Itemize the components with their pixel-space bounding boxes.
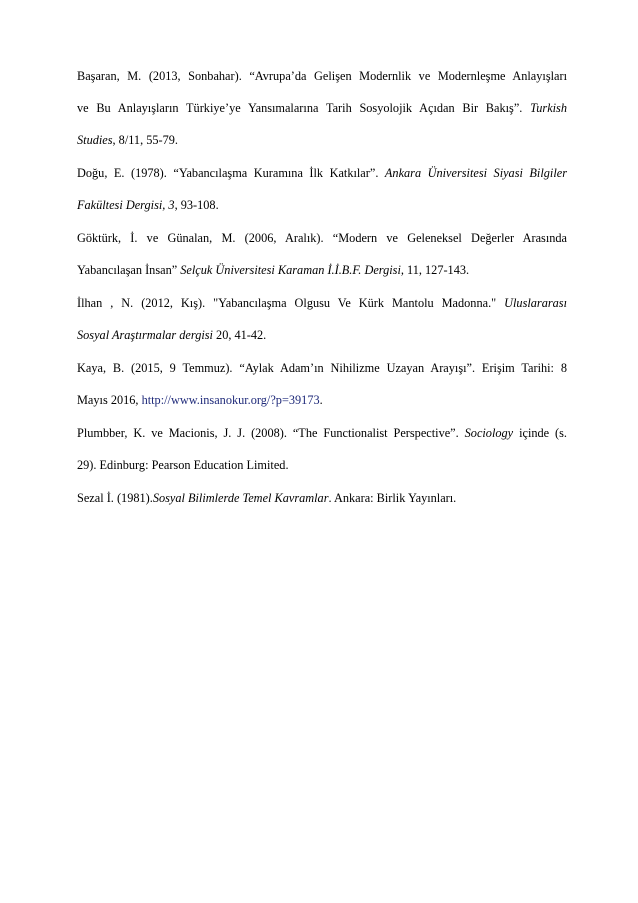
reference-text: içinde (s. xyxy=(513,426,567,440)
reference-text: Yabancılaşan İnsan” xyxy=(77,263,181,277)
reference-line xyxy=(77,133,567,148)
reference-line xyxy=(77,101,567,116)
reference-line xyxy=(77,69,567,84)
reference-entry xyxy=(77,426,567,473)
reference-italic-text: Sosyal Bilimlerde Temel Kavramlar xyxy=(152,491,329,505)
reference-text: 20, 41-42. xyxy=(212,328,267,342)
reference-text: Göktürk, İ. ve Günalan, M. (2006, Aralık). “Modern ve Geleneksel Değerler Arasında xyxy=(77,231,567,245)
reference-italic-text: Ankara Üniversitesi Siyasi Bilgiler xyxy=(384,166,567,180)
reference-line xyxy=(77,296,567,311)
reference-text: . xyxy=(319,393,323,407)
reference-text: ve Bu Anlayışların Türkiye’ye Yansımalarına Tarih Sosyolojik Açıdan Bir Bakış”. xyxy=(77,101,531,115)
reference-line xyxy=(77,426,567,441)
reference-link[interactable]: http://www.insanokur.org/?p=39173 xyxy=(141,393,320,407)
reference-list xyxy=(77,69,567,506)
reference-italic-text: Studies xyxy=(77,133,113,147)
reference-entry xyxy=(77,491,567,506)
reference-text: Başaran, M. (2013, Sonbahar). “Avrupa’da Gelişen Modernlik ve Modernleşme Anlayışları xyxy=(77,69,567,83)
reference-italic-text: Turkish xyxy=(530,101,567,115)
reference-italic-text: Uluslararası xyxy=(504,296,567,310)
reference-italic-text: Sociology xyxy=(464,426,514,440)
reference-line xyxy=(77,361,567,376)
reference-line xyxy=(77,198,567,213)
reference-entry xyxy=(77,231,567,278)
reference-entry xyxy=(77,166,567,213)
reference-line xyxy=(77,328,567,343)
reference-line xyxy=(77,491,567,506)
reference-line xyxy=(77,393,567,408)
reference-text: İlhan , N. (2012, Kış). "Yabancılaşma Olgusu Ve Kürk Mantolu Madonna." xyxy=(77,296,505,310)
reference-text: Doğu, E. (1978). “Yabancılaşma Kuramına İlk Katkılar”. xyxy=(77,166,385,180)
reference-text: , 8/11, 55-79. xyxy=(112,133,178,147)
reference-text: Mayıs 2016, xyxy=(77,393,142,407)
reference-entry xyxy=(77,361,567,408)
reference-text: . Ankara: Birlik Yayınları. xyxy=(328,491,457,505)
reference-text: , 93-108. xyxy=(174,198,219,212)
reference-line xyxy=(77,166,567,181)
reference-text: Sezal İ. (1981). xyxy=(77,491,153,505)
reference-line xyxy=(77,263,567,278)
reference-italic-text: Fakültesi Dergisi, 3 xyxy=(77,198,175,212)
reference-entry xyxy=(77,69,567,148)
reference-entry xyxy=(77,296,567,343)
reference-text: Plumbber, K. ve Macionis, J. J. (2008). “The Functionalist Perspective”. xyxy=(77,426,465,440)
reference-italic-text: Sosyal Araştırmalar dergisi xyxy=(77,328,213,342)
reference-italic-text: Selçuk Üniversitesi Karaman İ.İ.B.F. Dergisi, xyxy=(180,263,404,277)
reference-line xyxy=(77,231,567,246)
reference-line xyxy=(77,458,567,473)
reference-text: 11, 127-143. xyxy=(403,263,470,277)
reference-text: Kaya, B. (2015, 9 Temmuz). “Aylak Adam’ın Nihilizme Uzayan Arayışı”. Erişim Tarihi: 8 xyxy=(77,361,567,375)
reference-text: 29). Edinburg: Pearson Education Limited. xyxy=(77,458,289,472)
